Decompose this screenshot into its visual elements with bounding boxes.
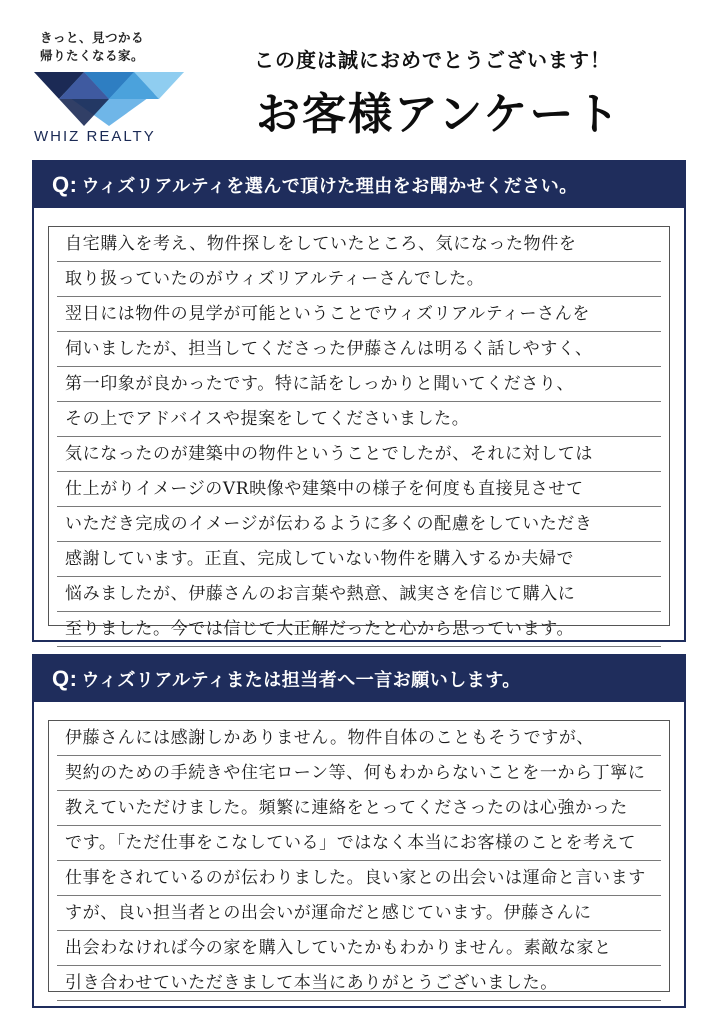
answer-line: 契約のための手続きや住宅ローン等、何もわからないことを一から丁寧に xyxy=(57,756,661,791)
question-1-answer-lines xyxy=(57,227,661,647)
answer-line: 出会わなければ今の家を購入していたかもわかりません。素敵な家と xyxy=(57,931,661,966)
answer-line: その上でアドバイスや提案をしてくださいました。 xyxy=(57,402,661,437)
answer-line: 翌日には物件の見学が可能ということでウィズリアルティーさんを xyxy=(57,297,661,332)
tagline-line-2: 帰りたくなる家。 xyxy=(40,48,145,63)
logo xyxy=(30,24,190,154)
answer-line: すが、良い担当者との出会いが運命だと感じています。伊藤さんに xyxy=(57,896,661,931)
answer-line: 取り扱っていたのがウィズリアルティーさんでした。 xyxy=(57,262,661,297)
question-2-header xyxy=(34,656,684,702)
answer-line: 悩みましたが、伊藤さんのお言葉や熱意、誠実さを信じて購入に xyxy=(57,577,661,612)
answer-line: 教えていただけました。頻繁に連絡をとってくださったのは心強かった xyxy=(57,791,661,826)
answer-line: いただき完成のイメージが伝わるように多くの配慮をしていただき xyxy=(57,507,661,542)
question-2-answer-area xyxy=(48,720,670,992)
question-2-label: Q: xyxy=(52,666,78,691)
question-2-answer-lines xyxy=(57,721,661,1001)
answer-line: 仕上がりイメージのVR映像や建築中の様子を何度も直接見させて xyxy=(57,472,661,507)
answer-line: 自宅購入を考え、物件探しをしていたところ、気になった物件を xyxy=(57,227,661,262)
answer-line: 伺いましたが、担当してくださった伊藤さんは明るく話しやすく、 xyxy=(57,332,661,367)
answer-line: 気になったのが建築中の物件ということでしたが、それに対しては xyxy=(57,437,661,472)
answer-line: です。「ただ仕事をこなしている」ではなく本当にお客様のことを考えて xyxy=(57,826,661,861)
congratulations-text: この度は誠におめでとうございます！ xyxy=(254,48,611,72)
answer-line: 引き合わせていただきまして本当にありがとうございました。 xyxy=(57,966,661,1001)
answer-line: 感謝しています。正直、完成していない物件を購入するか夫婦で xyxy=(57,542,661,577)
question-2-text: ウィズリアルティまたは担当者へ一言お願いします。 xyxy=(81,670,521,691)
answer-line: 至りました。今では信じて大正解だったと心から思っています。 xyxy=(57,612,661,647)
question-1-panel xyxy=(32,160,686,642)
page-title: お客様アンケート xyxy=(256,89,622,140)
answer-line: 第一印象が良かったです。特に話をしっかりと聞いてくださり、 xyxy=(57,367,661,402)
question-1-text: ウィズリアルティを選んで頂けた理由をお聞かせください。 xyxy=(81,176,578,197)
tagline-line-1: きっと、見つかる xyxy=(40,30,145,45)
answer-line: 伊藤さんには感謝しかありません。物件自体のこともそうですが、 xyxy=(57,721,661,756)
question-1-answer-area xyxy=(48,226,670,639)
question-2-panel xyxy=(32,654,686,1008)
question-1-label: Q: xyxy=(52,172,78,197)
logo-triangles-icon xyxy=(34,72,184,126)
question-1-header xyxy=(34,162,684,208)
answer-line: 仕事をされているのが伝わりました。良い家との出会いは運命と言います xyxy=(57,861,661,896)
brand-name: WHIZ REALTY xyxy=(34,128,156,145)
